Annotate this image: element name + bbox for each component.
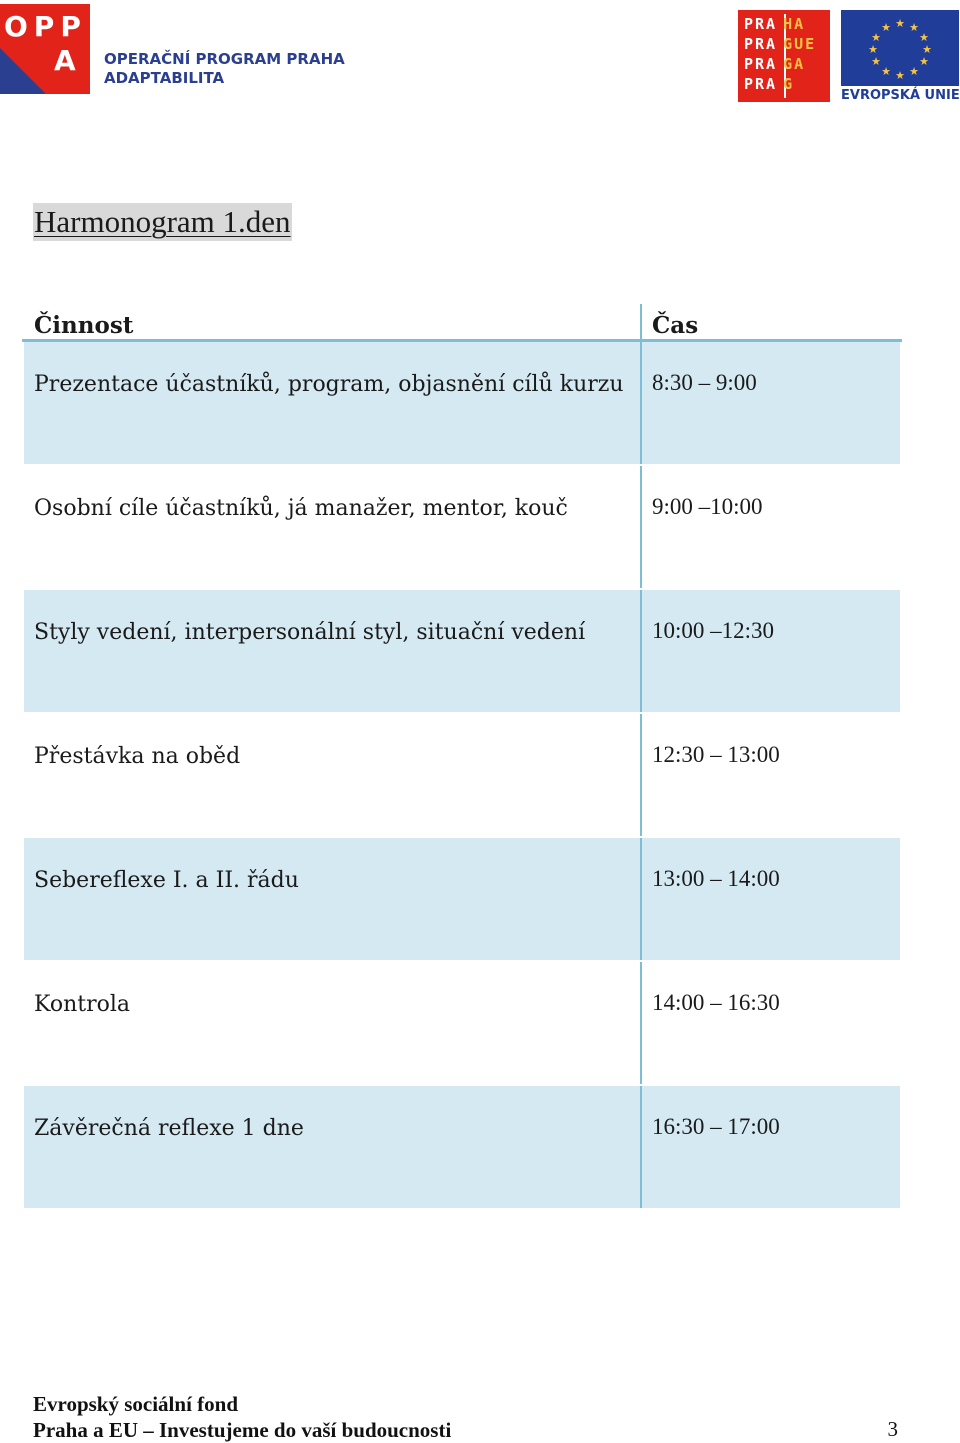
- praha-logo: [738, 10, 830, 102]
- praha-logo-row: PRA G: [744, 75, 795, 93]
- table-row: [23, 713, 901, 837]
- activity-cell: Závěrečná reflexe 1 dne: [23, 1085, 641, 1209]
- page-title: Harmonogram 1.den: [34, 204, 291, 239]
- schedule-table: [22, 304, 902, 1210]
- table-row: [23, 341, 901, 466]
- svg-text:★: ★: [871, 55, 881, 68]
- eu-logo: [841, 10, 959, 102]
- time-cell: 12:30 – 13:00: [641, 713, 901, 837]
- table-row: [23, 1085, 901, 1209]
- time-cell: 8:30 – 9:00: [641, 341, 901, 466]
- footer-line-1: Evropský sociální fond: [33, 1392, 239, 1416]
- table-header-row: [23, 305, 901, 341]
- svg-text:★: ★: [922, 43, 932, 56]
- table-row: [23, 589, 901, 713]
- page-footer: [33, 1391, 451, 1443]
- praha-logo-row: PRA GA: [744, 55, 806, 73]
- svg-text:★: ★: [895, 69, 905, 82]
- opp-logo: [0, 4, 345, 99]
- activity-cell: Sebereflexe I. a II. řádu: [23, 837, 641, 961]
- eu-flag-icon: [841, 10, 959, 86]
- activity-cell: Kontrola: [23, 961, 641, 1085]
- opp-letters-row2: A: [54, 44, 82, 77]
- activity-cell: Prezentace účastníků, program, objasnění cílů kurzu: [23, 341, 641, 466]
- praha-logo-row: PRA HA: [744, 15, 806, 33]
- table-row: [23, 837, 901, 961]
- table-row: [23, 465, 901, 589]
- svg-text:★: ★: [895, 17, 905, 30]
- activity-cell: Přestávka na oběd: [23, 713, 641, 837]
- svg-text:★: ★: [909, 21, 919, 34]
- activity-cell: Styly vedení, interpersonální styl, situační vedení: [23, 589, 641, 713]
- time-cell: 14:00 – 16:30: [641, 961, 901, 1085]
- time-cell: 16:30 – 17:00: [641, 1085, 901, 1209]
- praha-logo-row: PRA GUE: [744, 35, 817, 53]
- svg-text:★: ★: [909, 65, 919, 78]
- opp-logo-line1: OPERAČNÍ PROGRAM PRAHA: [104, 50, 345, 68]
- opp-logo-mark: [0, 4, 90, 94]
- time-cell: 10:00 –12:30: [641, 589, 901, 713]
- time-cell: 13:00 – 14:00: [641, 837, 901, 961]
- opp-logo-line2: ADAPTABILITA: [104, 69, 225, 87]
- svg-text:★: ★: [871, 31, 881, 44]
- column-header-time: Čas: [641, 305, 901, 341]
- activity-cell: Osobní cíle účastníků, já manažer, mentor, kouč: [23, 465, 641, 589]
- column-header-activity: Činnost: [23, 305, 641, 341]
- svg-text:★: ★: [881, 21, 891, 34]
- table-row: [23, 961, 901, 1085]
- footer-line-2: Praha a EU – Investujeme do vaší budoucnosti: [33, 1418, 452, 1442]
- opp-letters-row1: OPP: [4, 10, 87, 43]
- eu-logo-label: EVROPSKÁ UNIE: [841, 88, 960, 103]
- page-number: 3: [887, 1417, 898, 1441]
- svg-text:★: ★: [919, 31, 929, 44]
- time-cell: 9:00 –10:00: [641, 465, 901, 589]
- svg-text:★: ★: [868, 43, 878, 56]
- svg-text:★: ★: [881, 65, 891, 78]
- svg-text:★: ★: [919, 55, 929, 68]
